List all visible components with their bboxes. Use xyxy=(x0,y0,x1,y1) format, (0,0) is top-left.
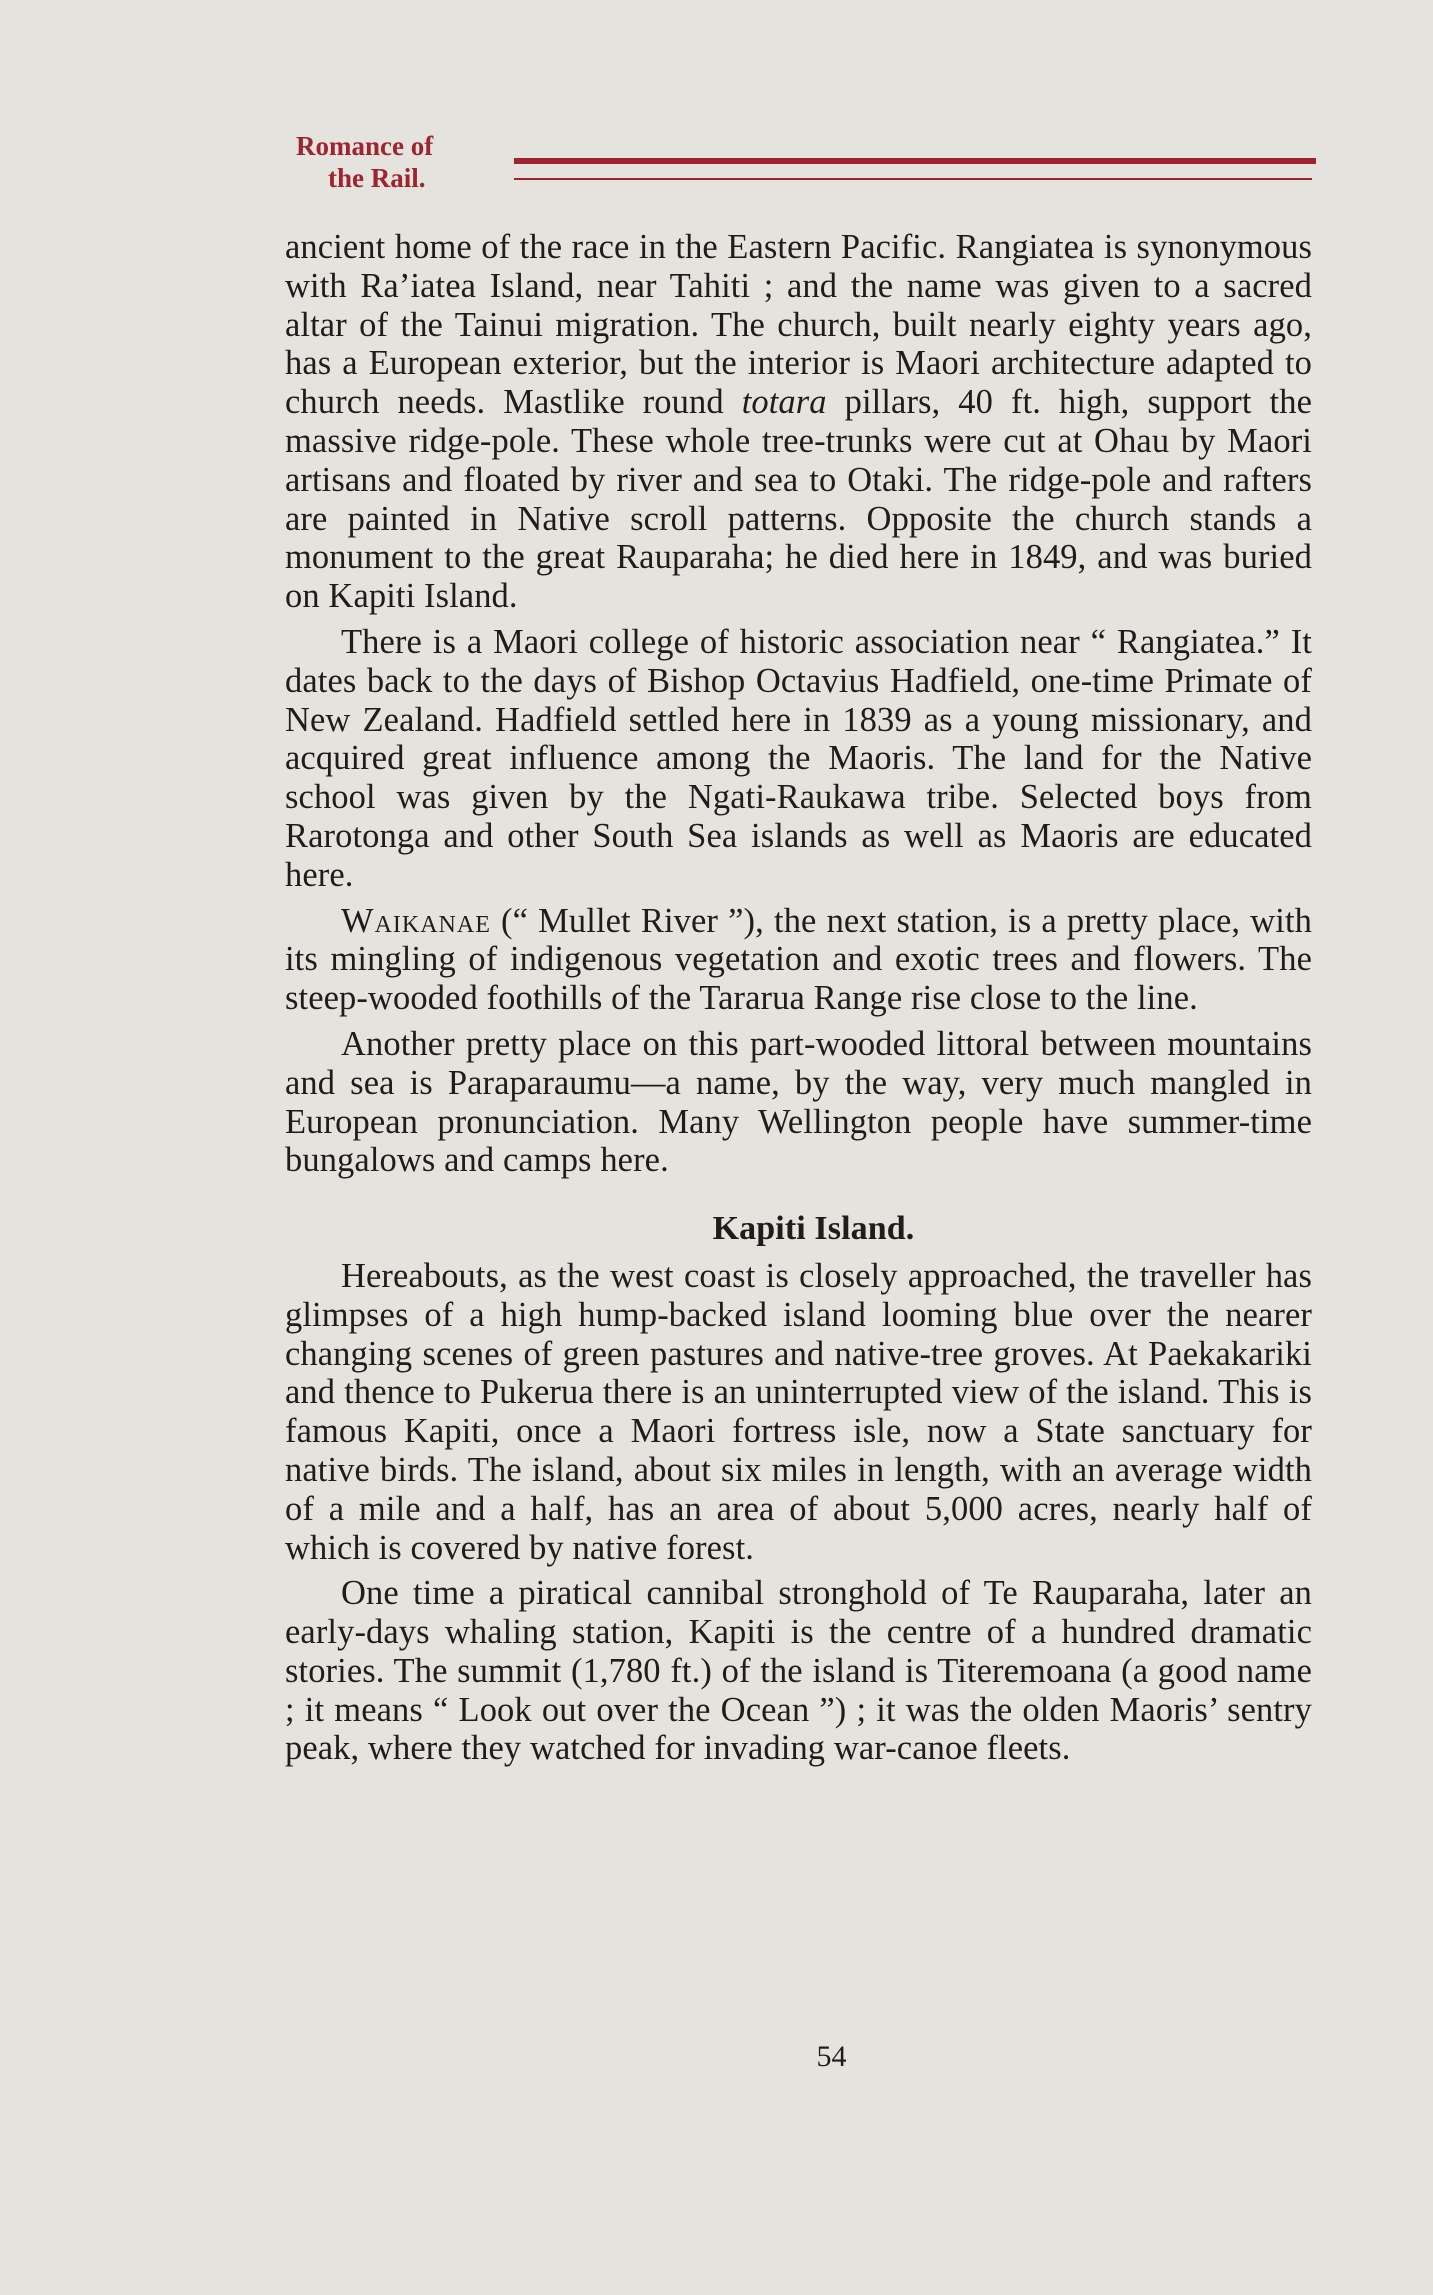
paragraph-text: (“ Mullet River ”), the next station, is a pretty place, with its mingling of indigenous vegetation and exotic trees and flowers. The steep-wooded foothills of the Tararua Range rise close to the line. xyxy=(285,901,1312,1018)
paragraph-paraparaumu: Another pretty place on this part-wooded littoral between mountains and sea is Paraparaumu—a name, by the way, very much mangled in European pronunciation. Many Wellington people have summer-time bungalows and camps here. xyxy=(285,1024,1312,1180)
paragraph-text: ancient home of the race in the Eastern Pacific. Rangiatea is synonymous with Ra’iatea Island, near Tahiti ; and the name was given to a sacred altar of the Tainui migration. The church, built nearly eighty years ago, has a European exterior, but the interior is Maori architecture adapted to church needs. Mastlike round xyxy=(285,228,1312,422)
smallcaps-place-name: Waikanae xyxy=(341,901,491,940)
paragraph-waikanae xyxy=(285,902,1312,1018)
paragraph-maori-college: There is a Maori college of historic association near “ Rangiatea.” It dates back to the days of Bishop Octavius Hadfield, one-time Primate of New Zealand. Hadfield settled here in 1839 as a young missionary, and acquired great influence among the Maoris. The land for the Native school was given by the Ngati-Raukawa tribe. Selected boys from Rarotonga and other South Sea islands as well as Maoris are educated here. xyxy=(285,622,1312,894)
section-heading: Kapiti Island. xyxy=(712,1210,915,1248)
paragraph-kapiti-view: Hereabouts, as the west coast is closely approached, the traveller has glimpses of a high hump-backed island looming blue over the nearer changing scenes of green pastures and native-tree groves. At Paekakariki and thence to Pukerua there is an uninterrupted view of the island. This is famous Kapiti, once a Maori fortress isle, now a State sanctuary for native birds. The island, about six miles in length, with an average width of a mile and a half, has an area of about 5,000 acres, nearly half of which is covered by native forest. xyxy=(285,1256,1312,1567)
header-rule-thick xyxy=(514,158,1316,164)
header-title-line1: Romance of xyxy=(296,131,434,161)
paragraph-rangiatea-church xyxy=(285,228,1312,616)
paragraph-text-continued: pillars, 40 ft. high, support the massive ridge-pole. These whole tree-trunks were cut at Ohau by Maori artisans and floated by river and sea to Otaki. The ridge-pole and rafters are painted in Native scroll patterns. Opposite the church stands a monument to the great Rauparaha; he died here in 1849, and was buried on Kapiti Island. xyxy=(285,383,1312,616)
page-number: 54 xyxy=(816,2040,847,2073)
italic-term-totara: totara xyxy=(741,383,827,422)
paragraph-kapiti-history: One time a piratical cannibal stronghold of Te Rauparaha, later an early-days whaling station, Kapiti is the centre of a hundred dramatic stories. The summit (1,780 ft.) of the island is Titeremoana (a good name ; it means “ Look out over the Ocean ”) ; it was the olden Maoris’ sentry peak, where they watched for invading war-canoe fleets. xyxy=(285,1574,1312,1768)
running-header-title xyxy=(296,130,516,194)
header-rule-thin xyxy=(514,178,1312,180)
body-text xyxy=(285,228,1312,1775)
header-title-line2: the Rail. xyxy=(328,163,426,193)
